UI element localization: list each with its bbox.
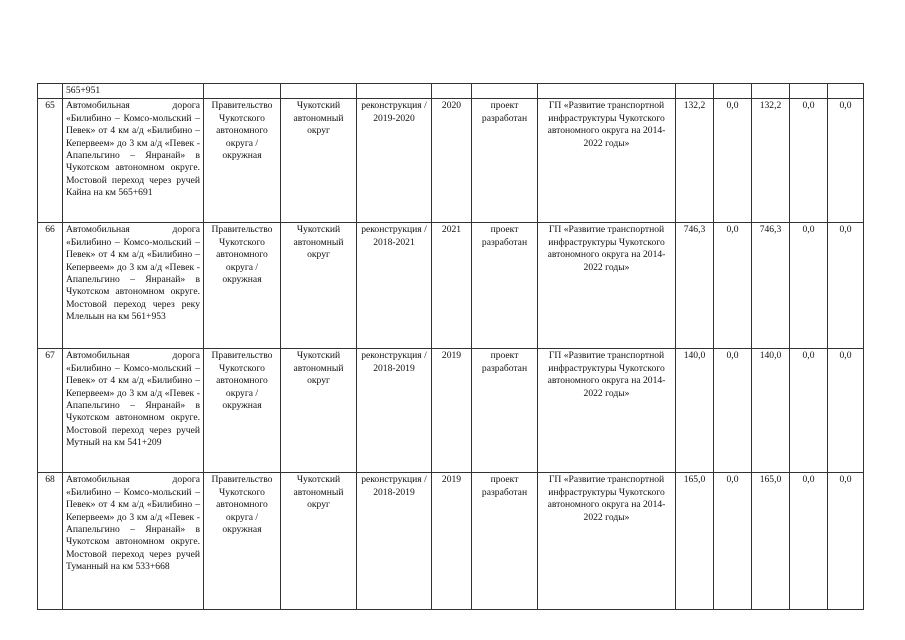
status-cell: проект разработан: [472, 223, 538, 349]
region-cell: Чукотский автономный округ: [281, 349, 357, 473]
region-cell: Чукотский автономный округ: [281, 99, 357, 223]
value-cell: 165,0: [752, 473, 790, 610]
year-cell: 2019: [432, 349, 472, 473]
program-cell: ГП «Развитие транспортной инфраструктуры Чукотского автономного округа на 2014-2022 годы»: [538, 473, 676, 610]
row-number: 65: [38, 99, 63, 223]
owner-cell: Правительство Чукотского автономного округа / окружная: [204, 473, 281, 610]
row-number: 68: [38, 473, 63, 610]
value-cell: 0,0: [828, 223, 864, 349]
work-type-cell: реконструкция / 2018-2019: [357, 473, 432, 610]
value-cell: 0,0: [790, 349, 828, 473]
work-type-cell: реконструкция / 2018-2021: [357, 223, 432, 349]
owner-cell: Правительство Чукотского автономного округа / окружная: [204, 99, 281, 223]
region-cell: Чукотский автономный округ: [281, 223, 357, 349]
value-cell: 132,2: [752, 99, 790, 223]
value-cell: 0,0: [828, 473, 864, 610]
status-cell: проект разработан: [472, 473, 538, 610]
value-cell: 140,0: [676, 349, 714, 473]
table-row: [38, 223, 864, 349]
value-cell: 0,0: [790, 223, 828, 349]
table-row: [38, 349, 864, 473]
value-cell: 0,0: [714, 99, 752, 223]
object-description: Автомобильная дорога «Билибино – Комсо-мольский – Певек» от 4 км а/д «Билибино – Кепервеем» до 3 км а/д «Певек - Апапельгино – Янранай» в Чукотском автономном округе. Мостовой переход через реку Млельын на км 561+953: [63, 223, 204, 349]
value-cell: 0,0: [790, 473, 828, 610]
value-cell: 132,2: [676, 99, 714, 223]
value-cell: 0,0: [714, 473, 752, 610]
table-row-continued: [38, 84, 864, 99]
work-type-cell: реконструкция / 2018-2019: [357, 349, 432, 473]
object-description: Автомобильная дорога «Билибино – Комсо-мольский – Певек» от 4 км а/д «Билибино – Кепервеем» до 3 км а/д «Певек - Апапельгино – Янранай» в Чукотском автономном округе. Мостовой переход через ручей Туманный на км 533+668: [63, 473, 204, 610]
value-cell: 0,0: [790, 99, 828, 223]
year-cell: 2021: [432, 223, 472, 349]
program-cell: ГП «Развитие транспортной инфраструктуры Чукотского автономного округа на 2014-2022 годы»: [538, 349, 676, 473]
value-cell: 0,0: [714, 223, 752, 349]
table-row: [38, 99, 864, 223]
objects-table: [37, 83, 864, 610]
owner-cell: Правительство Чукотского автономного округа / окружная: [204, 349, 281, 473]
year-cell: 2020: [432, 99, 472, 223]
row-number: 66: [38, 223, 63, 349]
program-cell: ГП «Развитие транспортной инфраструктуры Чукотского автономного округа на 2014-2022 годы»: [538, 223, 676, 349]
table-row: [38, 473, 864, 610]
value-cell: 0,0: [828, 99, 864, 223]
work-type-cell: реконструкция / 2019-2020: [357, 99, 432, 223]
continued-text: 565+951: [63, 84, 204, 99]
region-cell: Чукотский автономный округ: [281, 473, 357, 610]
status-cell: проект разработан: [472, 99, 538, 223]
value-cell: 165,0: [676, 473, 714, 610]
value-cell: 140,0: [752, 349, 790, 473]
value-cell: 0,0: [714, 349, 752, 473]
row-number: 67: [38, 349, 63, 473]
object-description: Автомобильная дорога «Билибино – Комсо-мольский – Певек» от 4 км а/д «Билибино – Кепервеем» до 3 км а/д «Певек - Апапельгино – Янранай» в Чукотском автономном округе. Мостовой переход через ручей Мутный на км 541+209: [63, 349, 204, 473]
status-cell: проект разработан: [472, 349, 538, 473]
owner-cell: Правительство Чукотского автономного округа / окружная: [204, 223, 281, 349]
value-cell: 746,3: [752, 223, 790, 349]
value-cell: 746,3: [676, 223, 714, 349]
year-cell: 2019: [432, 473, 472, 610]
program-cell: ГП «Развитие транспортной инфраструктуры Чукотского автономного округа на 2014-2022 годы»: [538, 99, 676, 223]
object-description: Автомобильная дорога «Билибино – Комсо-мольский – Певек» от 4 км а/д «Билибино – Кепервеем» до 3 км а/д «Певек - Апапельгино – Янранай» в Чукотском автономном округе. Мостовой переход через ручей Кайна на км 565+691: [63, 99, 204, 223]
value-cell: 0,0: [828, 349, 864, 473]
